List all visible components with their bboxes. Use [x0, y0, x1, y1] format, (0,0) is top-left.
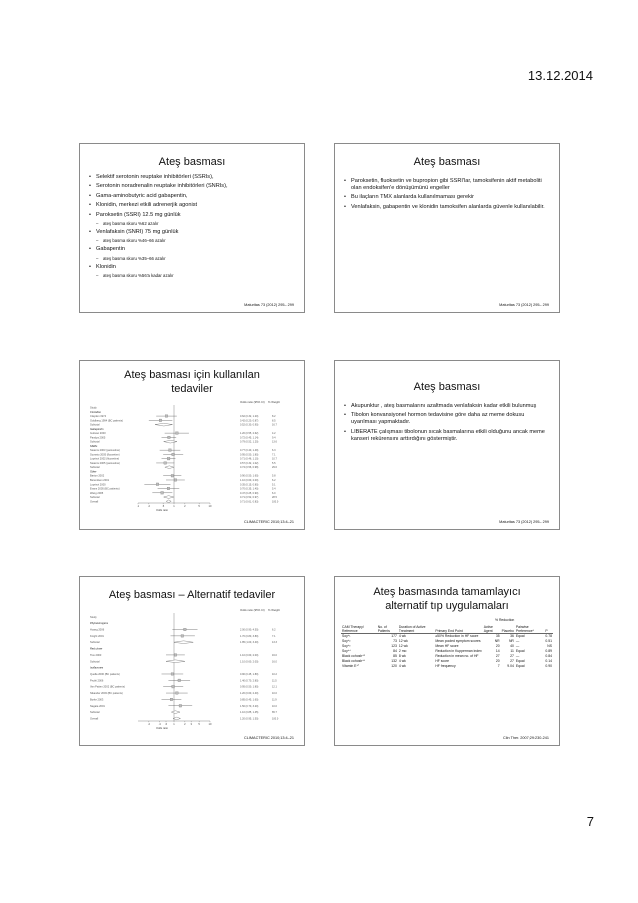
ci-value: 0.71 (0.46, 1.10): [240, 457, 259, 461]
slide-4: [334, 360, 560, 530]
slide-title-line: Ateş basması için kullanılan: [124, 369, 260, 381]
estimate-marker: [167, 487, 170, 490]
row-label: Wang 2005: [90, 491, 104, 495]
bullet-list: [335, 178, 559, 211]
bullet-item: • Venlafaksin (SNRI) 75 mg günlük: [88, 229, 296, 236]
slide-title: [80, 368, 304, 396]
table-cell: Equal: [515, 634, 525, 639]
table-cell: 0.84: [545, 654, 552, 659]
table-cell: Soy⁴²: [342, 639, 351, 644]
x-tick-label: .2: [147, 505, 150, 508]
x-tick-label: .5: [162, 505, 165, 508]
ci-value: 1.10 (0.60, 2.00): [240, 478, 259, 482]
table-cell: Mean HF score: [435, 644, 459, 649]
estimate-marker: [174, 654, 177, 657]
table-cell: 35: [495, 634, 500, 639]
ci-value: 1.10 (0.85, 1.45): [240, 711, 259, 715]
ci-value: 1.20 (0.95, 1.50): [240, 717, 259, 721]
bullet-item: • Bu ilaçların TMX alanlarda kullanılmaması gerekir: [343, 194, 551, 201]
row-label: Clonidine: [90, 410, 101, 414]
table-cell: 132: [391, 659, 397, 664]
table-cell: Reduction in Kupperman index: [435, 649, 482, 654]
table-cell: 123: [391, 644, 397, 649]
weight-value: 5.8: [272, 474, 276, 478]
table-cell: 12 wk: [398, 639, 408, 644]
estimate-marker: [167, 457, 170, 460]
estimate-marker: [172, 685, 175, 688]
bullet-item: • Paroksetin (SSRI) 12.5 mg günlük: [88, 212, 296, 219]
ci-value: 0.79 (0.52, 1.20): [240, 440, 259, 444]
reference: CLIMACTERIC 2010;13:4–21: [243, 520, 294, 524]
row-label: Barton 2002: [90, 474, 105, 478]
x-axis-label: Odds ratio: [156, 727, 168, 730]
row-label: Subtotal: [90, 423, 100, 427]
column-header: Active Agent: [483, 625, 501, 634]
weight-value: 10.0: [272, 704, 277, 708]
percent-reduction-header: % Reduction: [495, 618, 515, 622]
weight-value: 10.2: [272, 672, 277, 676]
ci-value: 0.90 (0.45, 1.80): [240, 672, 259, 676]
table-cell: 84: [393, 649, 397, 654]
ci-value: 1.10 (0.60, 2.00): [240, 653, 259, 657]
slide-title-line: alternatif tıp uygulamaları: [385, 600, 509, 612]
weight-value: 28.5: [272, 496, 277, 500]
x-tick-label: 5: [198, 505, 200, 508]
row-label: Van Patten 2002 (BC patients): [90, 685, 125, 689]
ci-value: 0.35 (0.15, 0.80): [240, 483, 259, 487]
x-axis-label: Odds ratio: [156, 509, 168, 512]
table-cell: Mean pooled symptom scores: [435, 639, 481, 644]
page-number: 7: [586, 814, 594, 829]
weight-value: 29.6: [272, 466, 277, 470]
row-label: Loprinzi 2002 (fluoxetine): [90, 457, 120, 461]
row-label: Study: [90, 406, 97, 410]
table-cell: 20: [495, 644, 500, 649]
reference: Maturitas 73 (2012) 295– 299: [499, 520, 549, 524]
table-cell: 8 wk: [398, 654, 406, 659]
reference: CLIMACTERIC 2010;13:4–21: [243, 736, 294, 740]
table-cell: Soy⁴³: [342, 644, 351, 649]
table-cell: 27: [510, 654, 514, 659]
weight-value: 16.0: [272, 660, 277, 664]
table-cell: NS: [547, 644, 552, 649]
row-label: Pandya 2005: [90, 436, 106, 440]
ci-value: 1.20 (0.60, 2.40): [240, 692, 259, 696]
sub-bullet-item: – ateş basma skoru %35–66 azalır: [88, 256, 296, 262]
ci-value: 0.71 (0.52, 0.97): [240, 496, 259, 500]
slide-title: Ateş basması – Alternatif tedaviler: [108, 589, 276, 601]
weight-value: 12.1: [272, 685, 277, 689]
slide-title: Ateş basması: [158, 156, 226, 168]
weight-value: 6.2: [272, 478, 276, 482]
ci-value: 0.95 (0.50, 1.80): [240, 685, 259, 689]
x-tick-label: .6: [164, 723, 168, 726]
ci-value: 0.47 (0.25, 0.90): [240, 491, 259, 495]
cam-table: [341, 625, 553, 669]
table-cell: ≥50% Reduction in HF score: [435, 634, 479, 639]
reference: Maturitas 73 (2012) 295– 299: [499, 303, 549, 307]
row-label: Berendsen 2001: [90, 478, 110, 482]
row-label: Stearns 2003 (paroxetine): [90, 449, 120, 453]
weight-value: 9.4: [272, 436, 276, 440]
bullet-item: • Klonidin: [88, 264, 296, 271]
row-label: Phytoestrogens: [90, 622, 109, 626]
estimate-marker: [172, 453, 175, 456]
table-cell: 0.51: [545, 639, 552, 644]
table-cell: 2 mo: [398, 649, 407, 654]
row-label: Knight 2001: [90, 634, 104, 638]
ci-value: 1.85 (1.00, 3.40): [240, 641, 259, 645]
slide-title-line: Ateş basmasında tamamlayıcı: [373, 586, 521, 598]
row-label: Subtotal: [90, 641, 100, 645]
row-label: Gabapentin: [90, 427, 104, 431]
slide-5: [79, 576, 305, 746]
table-cell: 85: [393, 654, 397, 659]
bullet-item: • Klonidin, merkezi etkili adrenerjik agonist: [88, 202, 296, 209]
table-header-row: [341, 625, 553, 634]
weight-value: 16.0: [272, 653, 277, 657]
table-cell: 0.89: [545, 649, 552, 654]
forest-plot: [90, 399, 290, 517]
table-cell: 7: [497, 664, 500, 669]
x-tick-label: 10: [208, 723, 212, 726]
weight-value: 100.0: [272, 717, 279, 721]
table-cell: 9.04: [507, 664, 514, 669]
row-label: Overall: [90, 500, 99, 504]
weight-value: 13.6: [272, 440, 277, 444]
row-label: Study: [90, 615, 97, 619]
bullet-list: [335, 403, 559, 443]
weight-value: 100.0: [272, 500, 279, 504]
weight-value: 8.5: [272, 419, 276, 423]
table-cell: Soy⁴¹: [342, 634, 351, 639]
sub-bullet-item: – ateş basma skoru %46–66 azalır: [88, 238, 296, 244]
slide-6: [334, 576, 560, 746]
table-cell: 11: [510, 649, 514, 654]
table-cell: NR: [494, 639, 500, 644]
row-label: Tice 2003: [90, 653, 102, 657]
ci-value: 0.90 (0.50, 1.60): [240, 474, 259, 478]
ci-value: 1.40 (0.70, 2.80): [240, 679, 259, 683]
row-label: Nikander 2003 (BC patients): [90, 692, 123, 696]
row-label: Subtotal: [90, 466, 100, 470]
estimate-marker: [171, 673, 174, 676]
table-cell: —: [515, 644, 520, 649]
weight-value: 5.1: [272, 483, 276, 487]
bullet-item: • Gama-aminobutyric acid gabapentin,: [88, 193, 296, 200]
weight-value: 11.9: [272, 698, 277, 702]
sub-bullet-item: – ateş basma skoru %56'a kadar azalır: [88, 273, 296, 279]
estimate-marker: [179, 704, 182, 707]
table-cell: Vitamin E⁴⁷: [342, 664, 360, 669]
table-cell: Black cohosh⁴⁶: [342, 659, 366, 664]
table-cell: Equal: [515, 649, 525, 654]
table-cell: 14: [495, 649, 500, 654]
row-label: Subtotal: [90, 496, 100, 500]
x-tick-label: 1: [173, 505, 175, 508]
row-label: Red clover: [90, 647, 103, 651]
estimate-marker: [169, 449, 172, 452]
row-label: Guttuso 2003: [90, 432, 106, 436]
x-tick-label: 2: [184, 505, 186, 508]
column-header: % Weight: [268, 400, 280, 404]
x-tick-label: 2: [184, 723, 186, 726]
column-header: % Weight: [268, 608, 280, 612]
row-label: Evans 2005 (BC patients): [90, 487, 120, 491]
slide-3: [79, 360, 305, 530]
weight-value: 6.0: [272, 491, 276, 495]
slide-title: Ateş basması: [413, 156, 481, 168]
x-tick-label: .4: [158, 723, 161, 726]
table-cell: 27: [510, 659, 514, 664]
ci-value: 0.70 (0.35, 1.40): [240, 487, 259, 491]
ci-value: 0.77 (0.40, 1.49): [240, 449, 259, 453]
weight-value: 7.1: [272, 453, 276, 457]
table-cell: Black cohosh⁴⁵: [342, 654, 366, 659]
table-cell: —: [515, 639, 520, 644]
table-cell: 73: [393, 639, 397, 644]
weight-value: 6.3: [272, 449, 276, 453]
row-label: Suvanto 2005 (fluoxetine): [90, 453, 120, 457]
table-cell: 4 wk: [398, 664, 406, 669]
estimate-marker: [184, 628, 187, 631]
table-cell: HF score: [435, 659, 450, 664]
forest-plot: [90, 607, 290, 735]
subtotal-diamond: [166, 660, 185, 663]
ci-value: 1.20 (0.55, 2.62): [240, 432, 259, 436]
estimate-marker: [168, 436, 171, 439]
bullet-item: • Serotonin noradrenalin reuptake inhibitörleri (SNRIs),: [88, 183, 296, 190]
estimate-marker: [159, 419, 162, 422]
subtotal-diamond: [164, 440, 177, 443]
bullet-item: • Venlafaksin, gabapentin ve klonidin tamoksifen alanlarda güvenle kullanılabilir.: [343, 204, 551, 211]
bullet-item: • Paroksetin, fluoksetin ve bupropion gibi SSRI'lar, tamoksifenin aktif metaboliti olan endoksifen'e dönüşümünü engeller: [343, 178, 551, 192]
table-cell: 4 wk: [398, 659, 406, 664]
ci-value: 0.57 (0.32, 1.02): [240, 461, 259, 465]
x-tick-label: 3: [190, 723, 192, 726]
estimate-marker: [181, 635, 184, 638]
subtotal-diamond: [174, 641, 193, 644]
ci-value: 1.10 (0.60, 2.00): [240, 660, 259, 664]
row-label: Burke 2003: [90, 698, 104, 702]
slide-2: [334, 143, 560, 313]
column-header: Primary End Point: [434, 625, 482, 634]
slide-title: [335, 585, 559, 613]
table-cell: 0.14: [545, 659, 552, 664]
table-cell: 27: [495, 654, 500, 659]
row-label: Subtotal: [90, 440, 100, 444]
column-header: P: [544, 625, 553, 634]
table-cell: 40: [510, 644, 514, 649]
ci-value: 0.74 (0.56, 0.98): [240, 466, 259, 470]
subtotal-diamond: [155, 423, 172, 426]
bullet-item: • Gabapentin: [88, 246, 296, 253]
bullet-item: • Selektif serotonin reuptake inhibitörleri (SSRIs),: [88, 174, 296, 181]
weight-value: 7.1: [272, 634, 276, 638]
table-cell: Soy⁴⁴: [342, 649, 351, 654]
ci-value: 1.50 (0.70, 3.20): [240, 704, 259, 708]
column-header: No. of Patients: [377, 625, 398, 634]
x-tick-label: 5: [198, 723, 200, 726]
ci-value: 0.71 (0.61, 0.83): [240, 500, 259, 504]
weight-value: 65.7: [272, 711, 277, 715]
row-label: Overall: [90, 717, 99, 721]
table-row: [341, 664, 553, 669]
table-cell: —: [515, 654, 520, 659]
reference: Clin Ther. 2007;29:230-241: [503, 736, 549, 740]
estimate-marker: [165, 415, 168, 418]
x-tick-label: 1: [173, 723, 175, 726]
column-header: Odds ratio (95% CI): [240, 608, 265, 612]
table-cell: 36: [510, 634, 514, 639]
ci-value: 0.95 (0.50, 1.80): [240, 453, 259, 457]
estimate-marker: [156, 483, 159, 486]
reference: Maturitas 73 (2012) 295– 299: [244, 303, 294, 307]
table-cell: 0.90: [545, 664, 552, 669]
weight-value: 4.2: [272, 432, 276, 436]
estimate-marker: [164, 462, 167, 465]
estimate-marker: [178, 679, 181, 682]
table-body: [341, 634, 553, 670]
row-label: Subtotal: [90, 660, 100, 664]
weight-value: 10.7: [272, 457, 277, 461]
weight-value: 5.4: [272, 487, 276, 491]
column-header: Odds ratio (95% CI): [240, 400, 265, 404]
subtotal-diamond: [173, 717, 180, 720]
weight-value: 8.2: [272, 415, 276, 419]
row-label: Quella 2000 (BC patients): [90, 672, 120, 676]
slide-1: [79, 143, 305, 313]
ci-value: 1.70 (0.80, 3.80): [240, 634, 259, 638]
subtotal-diamond: [165, 466, 174, 469]
column-header: Placebo: [501, 625, 515, 634]
sub-bullet-item: – ateş basma skoru %62 azalır: [88, 221, 296, 227]
subtotal-diamond: [166, 500, 171, 503]
table-cell: 20: [495, 659, 500, 664]
row-label: Isoflavones: [90, 666, 104, 670]
column-header: CAM Therapy/ Reference: [341, 625, 377, 634]
bullet-item: • Tibolon konvansiyonel hormon tedavisine göre daha az meme dokusu uyarılması yapmaktadır.: [343, 412, 551, 426]
estimate-marker: [161, 491, 164, 494]
ci-value: 0.85 (0.45, 1.60): [240, 698, 259, 702]
estimate-marker: [171, 474, 174, 477]
table-cell: 177: [391, 634, 397, 639]
table-cell: NR: [508, 639, 514, 644]
ci-value: 2.00 (0.90, 4.50): [240, 628, 259, 632]
bullet-list: [80, 174, 304, 279]
weight-value: 13.3: [272, 641, 277, 645]
weight-value: 6.2: [272, 628, 276, 632]
x-tick-label: .2: [147, 723, 150, 726]
estimate-marker: [176, 692, 179, 695]
bullet-item: • LIBERATE çalışması tibolonun sıcak basmalarına etkili olduğunu ancak meme kanseri rekürensını arttırdığını göstermiştir.: [343, 429, 551, 443]
table-cell: HF frequency: [435, 664, 456, 669]
estimate-marker: [170, 698, 173, 701]
row-label: SSRIs: [90, 444, 98, 448]
x-tick-label: 10: [208, 505, 212, 508]
row-label: Stearns 2005 (paroxetine): [90, 461, 120, 465]
bullet-item: • Akupunktur , ateş basmalarını azaltmada venlafaksin kadar etkili bulunmuş: [343, 403, 551, 410]
ci-value: 0.62 (0.32, 1.20): [240, 415, 259, 419]
column-header: Pairwise Preference*: [515, 625, 544, 634]
slide-title-line: tedaviler: [171, 383, 213, 395]
ci-value: 0.42 (0.20, 0.87): [240, 419, 259, 423]
table-cell: Reduction in mean no. of HF: [435, 654, 479, 659]
column-header: Duration of Active Treatment: [398, 625, 434, 634]
weight-value: 5.5: [272, 461, 276, 465]
row-label: Clayden 1974: [90, 415, 107, 419]
weight-value: 10.0: [272, 692, 277, 696]
row-label: Loprinzi 2000: [90, 483, 106, 487]
row-label: Subtotal: [90, 711, 100, 715]
estimate-marker: [174, 479, 177, 482]
weight-value: 16.7: [272, 423, 277, 427]
table-cell: Equal: [515, 664, 525, 669]
row-label: Goldberg 1994 (BC patients): [90, 419, 124, 423]
table-cell: 0.78: [545, 634, 552, 639]
table-cell: Equal: [515, 659, 525, 664]
subtotal-diamond: [171, 711, 179, 714]
subtotal-diamond: [164, 496, 174, 499]
row-label: Pruthi 2006: [90, 679, 104, 683]
ci-value: 0.72 (0.45, 1.14): [240, 436, 259, 440]
page-date: 13.12.2014: [527, 68, 593, 83]
x-tick-label: .1: [136, 505, 140, 508]
table-cell: 12 wk: [398, 644, 408, 649]
table-cell: 4 wk: [398, 634, 406, 639]
slide-title: Ateş basması: [413, 381, 481, 393]
row-label: Nagata 2001: [90, 704, 105, 708]
weight-value: 11.5: [272, 679, 277, 683]
row-label: Other: [90, 470, 97, 474]
table-cell: 120: [391, 664, 397, 669]
ci-value: 0.52 (0.30, 0.90): [240, 423, 259, 427]
row-label: Huang 2006: [90, 628, 105, 632]
estimate-marker: [176, 432, 179, 435]
